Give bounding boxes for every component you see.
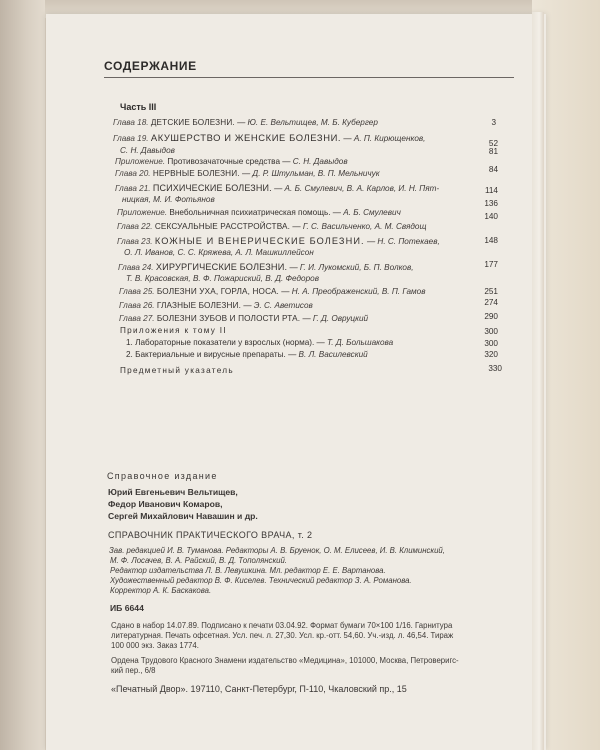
print-info-line: Сдано в набор 14.07.89. Подписано к печати 03.04.92. Формат бумаги 70×100 1/16. Гарнитура bbox=[111, 621, 453, 630]
page-number: 84 bbox=[488, 165, 498, 174]
appendix-authors: — А. Б. Смулевич bbox=[332, 208, 401, 217]
page-number: 81 bbox=[488, 147, 498, 156]
appendix-item-title: 2. Бактериальные и вирусные препараты. bbox=[126, 350, 286, 359]
subject-index: Предметный указатель bbox=[120, 366, 234, 375]
book-title-text: СПРАВОЧНИК ПРАКТИЧЕСКОГО ВРАЧА, bbox=[108, 530, 295, 540]
edition-type: Справочное издание bbox=[107, 471, 218, 481]
page-number: 140 bbox=[484, 212, 498, 221]
chapter-number: Глава 27. bbox=[119, 314, 155, 323]
chapter-title: БОЛЕЗНИ УХА, ГОРЛА, НОСА. bbox=[156, 287, 279, 296]
chapter-authors: — Д. Р. Штульман, В. П. Мельничук bbox=[241, 169, 380, 178]
chapter-authors: — Н. С. Потекаев, bbox=[366, 237, 440, 246]
chapter-title: ДЕТСКИЕ БОЛЕЗНИ. bbox=[150, 118, 235, 127]
page-number: 300 bbox=[484, 327, 498, 336]
appendix-item-title: 1. Лабораторные показатели у взрослых (норма). bbox=[126, 338, 315, 347]
chapter-title: КОЖНЫЕ И ВЕНЕРИЧЕСКИЕ БОЛЕЗНИ. bbox=[154, 236, 365, 246]
chapter-authors: С. Н. Давыдов bbox=[120, 146, 175, 155]
contents-heading: СОДЕРЖАНИЕ bbox=[104, 59, 197, 73]
chapter-number: Глава 19. bbox=[113, 134, 149, 143]
toc-entry-23 bbox=[117, 236, 440, 247]
editor-line: Художественный редактор В. Ф. Киселев. Технический редактор З. А. Романова. bbox=[110, 576, 412, 585]
chapter-number: Глава 20. bbox=[115, 169, 151, 178]
appendix-item-authors: — В. Л. Василевский bbox=[288, 350, 368, 359]
page-number: 290 bbox=[484, 312, 498, 321]
page-number: 136 bbox=[484, 199, 498, 208]
chapter-authors: — Э. С. Аветисов bbox=[243, 301, 313, 310]
toc-entry-22 bbox=[117, 222, 426, 232]
editor-line: Корректор А. К. Баскакова. bbox=[110, 586, 212, 595]
page-edge bbox=[532, 12, 544, 750]
toc-entry-24 bbox=[118, 262, 414, 273]
page-number: 177 bbox=[484, 260, 498, 269]
chapter-number: Глава 26. bbox=[119, 301, 155, 310]
publisher-line: кий пер., 6/8 bbox=[111, 666, 156, 675]
page-number: 52 bbox=[488, 139, 498, 148]
chapter-authors: Т. В. Красовская, В. Ф. Пожариский, В. Д. Федоров bbox=[126, 274, 319, 283]
page-number: 320 bbox=[484, 350, 498, 359]
chapter-authors: — А. Б. Смулевич, В. А. Карлов, И. Н. Пят- bbox=[274, 184, 440, 193]
chapter-authors: — Г. С. Васильченко, А. М. Свядощ bbox=[292, 222, 427, 231]
page-number: 330 bbox=[488, 364, 502, 373]
chapter-title: НЕРВНЫЕ БОЛЕЗНИ. bbox=[152, 169, 240, 178]
appendix-title: Внебольничная психиатрическая помощь. bbox=[169, 208, 331, 217]
ib-number: ИБ 6644 bbox=[110, 603, 144, 613]
chapter-title: БОЛЕЗНИ ЗУБОВ И ПОЛОСТИ РТА. bbox=[156, 314, 301, 323]
background-left bbox=[0, 0, 45, 750]
chapter-number: Глава 25. bbox=[119, 287, 155, 296]
toc-entry-20 bbox=[115, 169, 380, 179]
appendix-title: Противозачаточные средства bbox=[167, 157, 280, 166]
appendix-heading: Приложения к тому II bbox=[120, 326, 227, 335]
print-info-line: литературная. Печать офсетная. Усл. печ. л. 27,30. Усл. кр.-отт. 54,60. Уч.-изд. л. 46,54. Тираж bbox=[111, 631, 454, 640]
chapter-authors: О. Л. Иванов, С. С. Кряжева, А. Л. Машкиллейсон bbox=[124, 248, 314, 257]
imprint-author: Юрий Евгеньевич Вельтищев, bbox=[108, 487, 238, 497]
page-number: 274 bbox=[484, 298, 498, 307]
chapter-title: ГЛАЗНЫЕ БОЛЕЗНИ. bbox=[156, 301, 242, 310]
page-number: 3 bbox=[491, 118, 496, 127]
chapter-title: ХИРУРГИЧЕСКИЕ БОЛЕЗНИ. bbox=[155, 262, 288, 272]
part-title: Часть III bbox=[120, 102, 157, 112]
appendix-item-1 bbox=[126, 338, 393, 348]
printer-line: «Печатный Двор». 197110, Санкт-Петербург, П-110, Чкаловский пр., 15 bbox=[111, 684, 407, 694]
toc-entry-23-cont bbox=[124, 248, 314, 258]
chapter-authors: — Н. А. Преображенский, В. П. Гамов bbox=[281, 287, 426, 296]
editor-line: Редактор издательства Л. В. Левушкина. Мл. редактор Е. Е. Вартанова. bbox=[110, 566, 386, 575]
toc-entry-21 bbox=[115, 183, 439, 194]
imprint-author: Федор Иванович Комаров, bbox=[108, 499, 223, 509]
chapter-authors: — Г. Д. Овруцкий bbox=[302, 314, 369, 323]
toc-entry-21-cont bbox=[122, 195, 215, 205]
chapter-number: Глава 24. bbox=[118, 263, 154, 272]
toc-appendix-psychiatric bbox=[117, 208, 401, 218]
chapter-number: Глава 22. bbox=[117, 222, 153, 231]
toc-entry-24-cont bbox=[126, 274, 319, 284]
editor-line: М. Ф. Лосачев, В. А. Райский, В. Д. Тополянский. bbox=[110, 556, 287, 565]
chapter-title: СЕКСУАЛЬНЫЕ РАССТРОЙСТВА. bbox=[154, 222, 291, 231]
publisher-line: Ордена Трудового Красного Знамени издательство «Медицина», 101000, Москва, Петроверигс- bbox=[111, 656, 459, 665]
toc-entry-27 bbox=[119, 314, 368, 324]
editor-line: Зав. редакцией И. В. Туманова. Редакторы А. В. Бруенок, О. М. Елисеев, И. В. Климинский, bbox=[109, 546, 445, 555]
toc-entry-26 bbox=[119, 301, 313, 311]
toc-entry-25 bbox=[119, 287, 426, 297]
toc-entry-19-cont bbox=[120, 146, 175, 156]
volume-number: т. 2 bbox=[297, 530, 313, 540]
chapter-number: Глава 18. bbox=[113, 118, 149, 127]
toc-appendix-contraception bbox=[115, 157, 348, 167]
appendix-label: Приложение. bbox=[117, 208, 168, 217]
chapter-title: АКУШЕРСТВО И ЖЕНСКИЕ БОЛЕЗНИ. bbox=[150, 132, 342, 143]
chapter-number: Глава 23. bbox=[117, 237, 153, 246]
chapter-authors: ницкая, М. И. Фотьянов bbox=[122, 195, 215, 204]
print-info-line: 100 000 экз. Заказ 1774. bbox=[111, 641, 199, 650]
appendix-item-authors: — Т. Д. Большакова bbox=[316, 338, 394, 347]
heading-rule bbox=[104, 77, 514, 78]
page-number: 114 bbox=[484, 186, 498, 195]
appendix-authors: — С. Н. Давыдов bbox=[282, 157, 348, 166]
page-number: 148 bbox=[484, 236, 498, 245]
page-number: 251 bbox=[484, 287, 498, 296]
page-number: 300 bbox=[484, 339, 498, 348]
chapter-number: Глава 21. bbox=[115, 184, 151, 193]
chapter-authors: — Ю. Е. Вельтищев, М. Б. Кубергер bbox=[237, 118, 378, 127]
chapter-authors: — А. П. Кирющенков, bbox=[343, 134, 426, 143]
appendix-label: Приложение. bbox=[115, 157, 166, 166]
chapter-authors: — Г. И. Лукомский, Б. П. Волков, bbox=[289, 263, 414, 272]
chapter-title: ПСИХИЧЕСКИЕ БОЛЕЗНИ. bbox=[152, 183, 272, 193]
toc-entry-18 bbox=[113, 118, 378, 128]
imprint-author: Сергей Михайлович Навашин и др. bbox=[108, 511, 258, 521]
toc-entry-19 bbox=[113, 133, 425, 144]
appendix-item-2 bbox=[126, 350, 368, 360]
book-title bbox=[108, 530, 312, 541]
